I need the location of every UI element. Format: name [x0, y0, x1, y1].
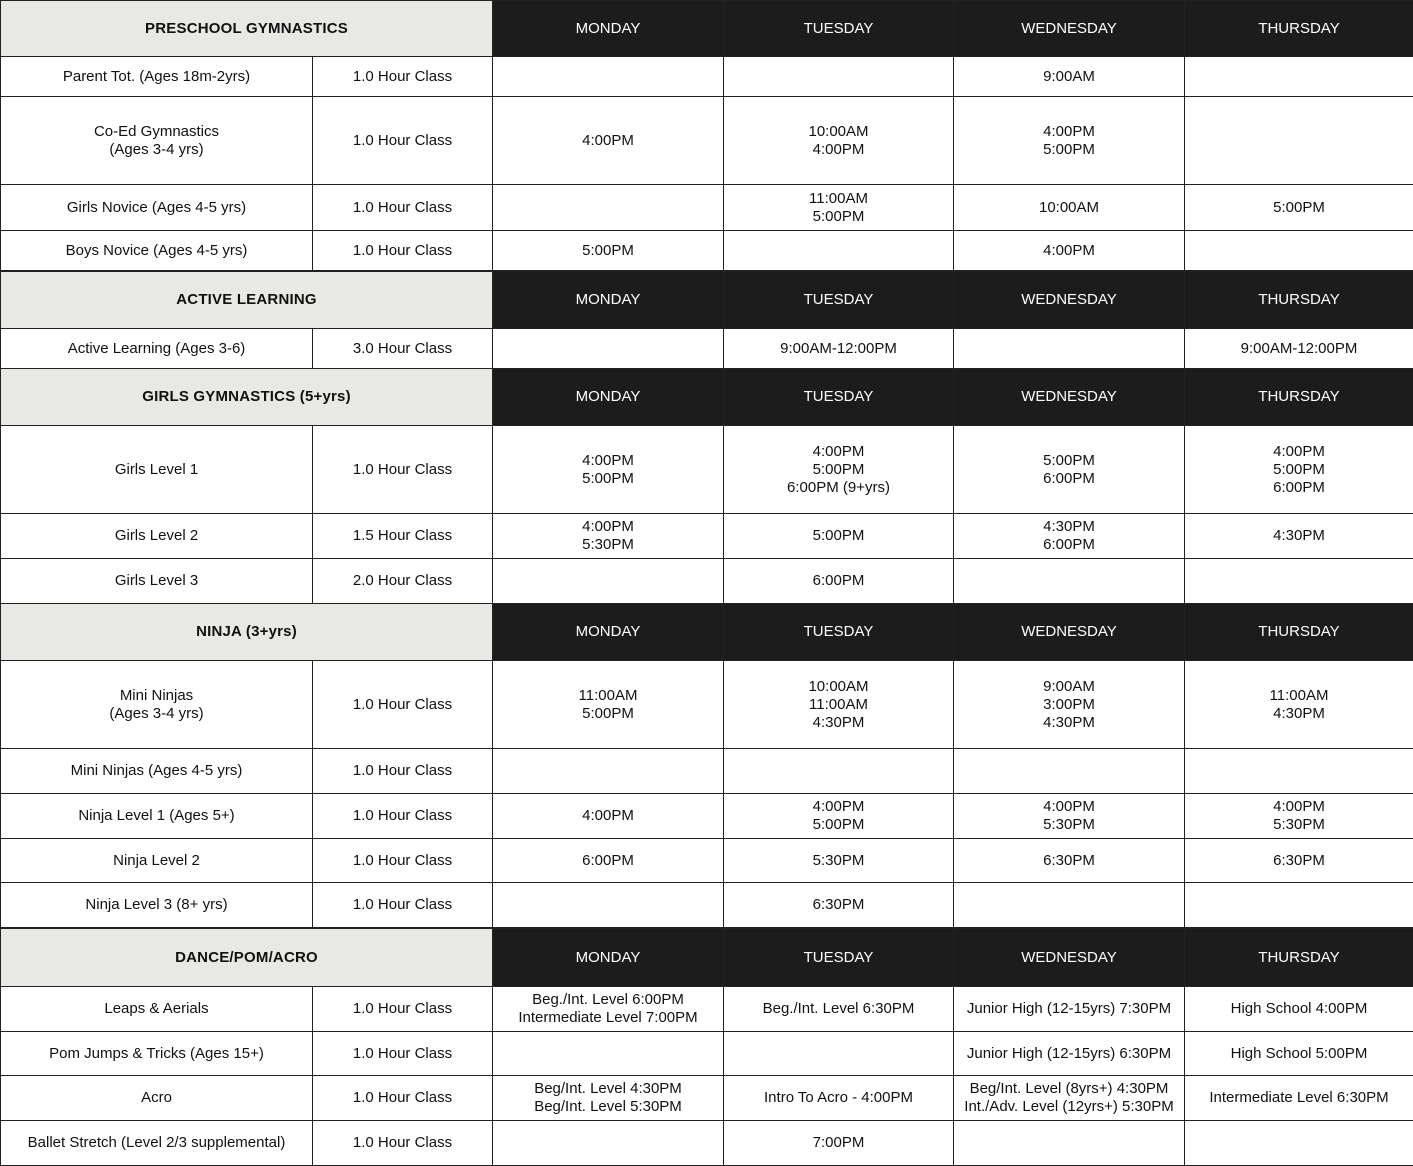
time-cell-thursday [1185, 883, 1413, 928]
class-row [1, 559, 1413, 604]
class-duration: 1.0 Hour Class [313, 987, 493, 1032]
class-name: Ninja Level 1 (Ages 5+) [1, 794, 313, 839]
day-header-wednesday: WEDNESDAY [954, 369, 1185, 426]
time-cell-tuesday: 5:30PM [724, 839, 954, 883]
class-row [1, 749, 1413, 794]
time-cell-thursday: High School 5:00PM [1185, 1032, 1413, 1076]
section-preschool-gymnastics [0, 0, 1413, 271]
class-name: Acro [1, 1076, 313, 1121]
time-cell-monday [493, 883, 724, 928]
time-cell-thursday: 6:30PM [1185, 839, 1413, 883]
time-cell-thursday [1185, 97, 1413, 185]
day-header-thursday: THURSDAY [1185, 369, 1413, 426]
class-duration: 1.5 Hour Class [313, 514, 493, 559]
time-cell-monday [493, 559, 724, 604]
time-cell-thursday: 11:00AM 4:30PM [1185, 661, 1413, 749]
day-header-tuesday: TUESDAY [724, 369, 954, 426]
class-name: Ninja Level 3 (8+ yrs) [1, 883, 313, 928]
class-duration: 1.0 Hour Class [313, 839, 493, 883]
section-girls-gymnastics-5-yrs [0, 368, 1413, 604]
class-duration: 1.0 Hour Class [313, 57, 493, 97]
day-header-tuesday: TUESDAY [724, 604, 954, 661]
time-cell-thursday: 4:00PM 5:30PM [1185, 794, 1413, 839]
time-cell-tuesday: 5:00PM [724, 514, 954, 559]
class-duration: 1.0 Hour Class [313, 1032, 493, 1076]
time-cell-wednesday: 4:30PM 6:00PM [954, 514, 1185, 559]
section-title: PRESCHOOL GYMNASTICS [1, 1, 493, 57]
section-header [1, 1, 1413, 57]
day-header-tuesday: TUESDAY [724, 1, 954, 57]
time-cell-tuesday: Beg./Int. Level 6:30PM [724, 987, 954, 1032]
class-duration: 1.0 Hour Class [313, 749, 493, 794]
day-header-tuesday: TUESDAY [724, 929, 954, 987]
time-cell-thursday [1185, 57, 1413, 97]
time-cell-tuesday: 7:00PM [724, 1121, 954, 1166]
class-row [1, 1076, 1413, 1121]
class-duration: 1.0 Hour Class [313, 231, 493, 271]
class-duration: 2.0 Hour Class [313, 559, 493, 604]
class-row [1, 514, 1413, 559]
time-cell-tuesday: Intro To Acro - 4:00PM [724, 1076, 954, 1121]
section-title: NINJA (3+yrs) [1, 604, 493, 661]
class-name: Mini Ninjas (Ages 4-5 yrs) [1, 749, 313, 794]
time-cell-wednesday: 4:00PM 5:30PM [954, 794, 1185, 839]
class-duration: 1.0 Hour Class [313, 97, 493, 185]
time-cell-monday: 4:00PM 5:30PM [493, 514, 724, 559]
time-cell-monday [493, 185, 724, 231]
class-row [1, 185, 1413, 231]
class-name: Co-Ed Gymnastics (Ages 3-4 yrs) [1, 97, 313, 185]
time-cell-tuesday: 10:00AM 11:00AM 4:30PM [724, 661, 954, 749]
class-row [1, 231, 1413, 271]
class-duration: 1.0 Hour Class [313, 1076, 493, 1121]
time-cell-tuesday: 11:00AM 5:00PM [724, 185, 954, 231]
time-cell-tuesday: 6:00PM [724, 559, 954, 604]
day-header-wednesday: WEDNESDAY [954, 1, 1185, 57]
class-row [1, 661, 1413, 749]
class-name: Leaps & Aerials [1, 987, 313, 1032]
day-header-monday: MONDAY [493, 929, 724, 987]
time-cell-monday: 4:00PM 5:00PM [493, 426, 724, 514]
class-name: Pom Jumps & Tricks (Ages 15+) [1, 1032, 313, 1076]
time-cell-wednesday [954, 883, 1185, 928]
time-cell-monday: Beg./Int. Level 6:00PM Intermediate Level 7:00PM [493, 987, 724, 1032]
time-cell-wednesday: 9:00AM 3:00PM 4:30PM [954, 661, 1185, 749]
day-header-monday: MONDAY [493, 369, 724, 426]
time-cell-thursday: 4:30PM [1185, 514, 1413, 559]
time-cell-wednesday: 5:00PM 6:00PM [954, 426, 1185, 514]
day-header-thursday: THURSDAY [1185, 1, 1413, 57]
time-cell-monday [493, 749, 724, 794]
time-cell-monday: Beg/Int. Level 4:30PM Beg/Int. Level 5:30PM [493, 1076, 724, 1121]
time-cell-thursday [1185, 231, 1413, 271]
day-header-wednesday: WEDNESDAY [954, 272, 1185, 329]
time-cell-monday [493, 1121, 724, 1166]
time-cell-wednesday: 4:00PM 5:00PM [954, 97, 1185, 185]
day-header-wednesday: WEDNESDAY [954, 929, 1185, 987]
time-cell-tuesday: 4:00PM 5:00PM [724, 794, 954, 839]
day-header-thursday: THURSDAY [1185, 604, 1413, 661]
day-header-thursday: THURSDAY [1185, 272, 1413, 329]
class-duration: 3.0 Hour Class [313, 329, 493, 369]
class-duration: 1.0 Hour Class [313, 661, 493, 749]
class-row [1, 839, 1413, 883]
section-header [1, 369, 1413, 426]
time-cell-monday: 4:00PM [493, 97, 724, 185]
class-row [1, 57, 1413, 97]
time-cell-thursday: 4:00PM 5:00PM 6:00PM [1185, 426, 1413, 514]
class-duration: 1.0 Hour Class [313, 426, 493, 514]
day-header-wednesday: WEDNESDAY [954, 604, 1185, 661]
time-cell-monday: 11:00AM 5:00PM [493, 661, 724, 749]
time-cell-thursday: Intermediate Level 6:30PM [1185, 1076, 1413, 1121]
time-cell-tuesday: 10:00AM 4:00PM [724, 97, 954, 185]
time-cell-wednesday: Junior High (12-15yrs) 7:30PM [954, 987, 1185, 1032]
time-cell-monday: 5:00PM [493, 231, 724, 271]
class-duration: 1.0 Hour Class [313, 794, 493, 839]
time-cell-tuesday [724, 1032, 954, 1076]
time-cell-wednesday: Junior High (12-15yrs) 6:30PM [954, 1032, 1185, 1076]
class-name: Ballet Stretch (Level 2/3 supplemental) [1, 1121, 313, 1166]
time-cell-thursday [1185, 559, 1413, 604]
class-row [1, 97, 1413, 185]
time-cell-wednesday [954, 329, 1185, 369]
time-cell-wednesday: 10:00AM [954, 185, 1185, 231]
class-name: Girls Level 2 [1, 514, 313, 559]
section-title: ACTIVE LEARNING [1, 272, 493, 329]
time-cell-tuesday: 4:00PM 5:00PM 6:00PM (9+yrs) [724, 426, 954, 514]
day-header-thursday: THURSDAY [1185, 929, 1413, 987]
class-duration: 1.0 Hour Class [313, 185, 493, 231]
time-cell-tuesday: 9:00AM-12:00PM [724, 329, 954, 369]
day-header-tuesday: TUESDAY [724, 272, 954, 329]
class-name: Ninja Level 2 [1, 839, 313, 883]
time-cell-monday [493, 57, 724, 97]
section-ninja-3-yrs [0, 603, 1413, 928]
time-cell-wednesday [954, 559, 1185, 604]
time-cell-wednesday: Beg/Int. Level (8yrs+) 4:30PM Int./Adv. Level (12yrs+) 5:30PM [954, 1076, 1185, 1121]
day-header-monday: MONDAY [493, 1, 724, 57]
section-header [1, 929, 1413, 987]
time-cell-wednesday [954, 1121, 1185, 1166]
day-header-monday: MONDAY [493, 604, 724, 661]
class-duration: 1.0 Hour Class [313, 1121, 493, 1166]
time-cell-wednesday [954, 749, 1185, 794]
time-cell-thursday [1185, 1121, 1413, 1166]
class-name: Girls Novice (Ages 4-5 yrs) [1, 185, 313, 231]
section-title: DANCE/POM/ACRO [1, 929, 493, 987]
class-duration: 1.0 Hour Class [313, 883, 493, 928]
class-name: Girls Level 3 [1, 559, 313, 604]
class-row [1, 426, 1413, 514]
class-name: Boys Novice (Ages 4-5 yrs) [1, 231, 313, 271]
time-cell-tuesday [724, 57, 954, 97]
time-cell-wednesday: 6:30PM [954, 839, 1185, 883]
class-name: Mini Ninjas (Ages 3-4 yrs) [1, 661, 313, 749]
class-row [1, 329, 1413, 369]
section-dance-pom-acro [0, 928, 1413, 1166]
time-cell-wednesday: 4:00PM [954, 231, 1185, 271]
class-name: Girls Level 1 [1, 426, 313, 514]
class-row [1, 987, 1413, 1032]
time-cell-wednesday: 9:00AM [954, 57, 1185, 97]
time-cell-thursday: High School 4:00PM [1185, 987, 1413, 1032]
time-cell-monday: 4:00PM [493, 794, 724, 839]
time-cell-monday: 6:00PM [493, 839, 724, 883]
class-row [1, 1121, 1413, 1166]
class-name: Parent Tot. (Ages 18m-2yrs) [1, 57, 313, 97]
day-header-monday: MONDAY [493, 272, 724, 329]
class-row [1, 1032, 1413, 1076]
section-title: GIRLS GYMNASTICS (5+yrs) [1, 369, 493, 426]
time-cell-thursday: 9:00AM-12:00PM [1185, 329, 1413, 369]
class-name: Active Learning (Ages 3-6) [1, 329, 313, 369]
section-header [1, 272, 1413, 329]
time-cell-tuesday: 6:30PM [724, 883, 954, 928]
class-row [1, 883, 1413, 928]
time-cell-monday [493, 329, 724, 369]
time-cell-monday [493, 1032, 724, 1076]
time-cell-thursday [1185, 749, 1413, 794]
class-row [1, 794, 1413, 839]
time-cell-tuesday [724, 749, 954, 794]
time-cell-thursday: 5:00PM [1185, 185, 1413, 231]
section-active-learning [0, 271, 1413, 369]
time-cell-tuesday [724, 231, 954, 271]
section-header [1, 604, 1413, 661]
